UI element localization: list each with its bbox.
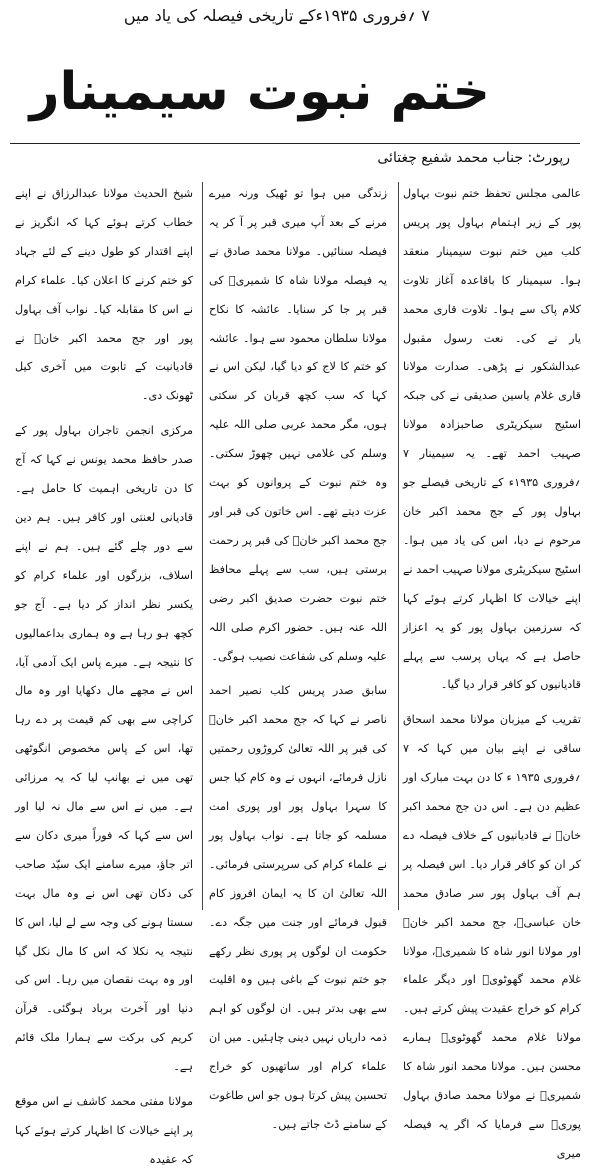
kicker-text: ۷ ؍فروری ۱۹۳۵ءکے تاریخی فیصلہ کی یاد میں — [123, 6, 430, 25]
article-column-1 — [403, 180, 581, 1160]
paragraph: تقریب کے میزبان مولانا محمد اسحاق ساقی نے اپنے بیان میں کہا کہ ۷ ؍فروری ۱۹۳۵ ء کا دن بہت مبارک اور عظیم دن ہے۔ اس دن جج محمد اکبر خانؒ نے قادیانیوں کے خلاف فیصلہ دے کر ان کو کافر قرار دیا۔ اس فیصلہ پر ہم آف بہاول پور سر صادق محمد خان عباسیؒ، جج محمد اکبر خانؒ اور مولانا انور شاہ کا شمیریؒ، مولانا غلام محمد گھوٹویؒ اور دیگر علماء کرام کو خراج عقیدت پیش کرتے ہیں۔ مولانا غلام محمد گھوٹویؒ ہمارے محسن ہیں۔ مولانا محمد انور شاہ کا شمیریؒ نے مولانا محمد صادق بہاول پوریؒ سے فرمایا کہ اگر یہ فیصلہ میری — [403, 713, 581, 1160]
article-column-3 — [15, 180, 193, 1166]
article-column-2 — [209, 180, 387, 1131]
page-title: ختم نبوت سیمینار — [29, 62, 490, 122]
paragraph: عالمی مجلس تحفظ ختم نبوت بہاول پور کے زیر اہتمام بہاول پور پریس کلب میں ختم نبوت سیمینار منعقد ہوا۔ سیمینار کا باقاعدہ آغاز تلاوت کلام پاک سے ہوا۔ تلاوت قاری محمد یار نے کی۔ نعت رسول مقبول عبدالشکور نے پڑھی۔ صدارت مولانا قاری غلام یاسین صدیقی نے کی جبکہ اسٹیج سیکریٹری صاحبزادہ مولانا صہیب احمد تھے۔ یہ سیمینار ۷ ؍فروری ۱۹۳۵ء کے تاریخی فیصلے جو بہاول پور کے جج محمد اکبر خان مرحوم نے دیا، اس کی یاد میں ہوا۔ اسٹیج سیکریٹری مولانا صہیب احمد نے اپنے خیالات کا اظہار کرتے ہوئے کہا کہ سرزمین بہاول پور کو یہ اعزاز حاصل ہے کہ یہاں پرسب سے پہلے قادیانیوں کو کافر قرار دیا گیا۔ — [403, 187, 581, 692]
header-divider — [10, 143, 580, 144]
column-divider — [398, 182, 399, 910]
paragraph: سابق صدر پریس کلب نصیر احمد ناصر نے کہا کہ جج محمد اکبر خانؒ کی قبر پر اللہ تعالیٰ کروڑوں رحمتیں نازل فرمائے، انہوں نے وہ کام کیا جس کا سہرا بہاول پور اور پوری امت مسلمہ کو جاتا ہے۔ نواب بہاول پور نے علماء کرام کی سرپرستی فرمائی۔ اللہ تعالیٰ ان کا یہ ایمان افروز کام قبول فرمائے اور جنت میں جگہ دے۔ حکومت ان لوگوں پر پوری نظر رکھے جو ختم نبوت کے باغی ہیں وہ اقلیت سے بھی بدتر ہیں۔ ان لوگوں کو اہم ذمہ داریاں نہیں دینی چاہئیں۔ میں ان علماء کرام اور ساتھیوں کو خراج تحسین پیش کرتا ہوں جو اس طاغوت کے سامنے ڈٹ جاتے ہیں۔ — [209, 684, 387, 1131]
paragraph: شیخ الحدیث مولانا عبدالرزاق نے اپنے خطاب کرتے ہوئے کہا کہ انگریز نے اپنے اقتدار کو طول دینے کے لئے جہاد کو ختم کرنے کا اعلان کیا۔ علماء کرام نے اس کا مقابلہ کیا۔ نواب آف بہاول پور اور جج محمد اکبر خانؒ نے قادیانیت کے تابوت میں آخری کیل ٹھونک دی۔ — [15, 187, 193, 403]
paragraph: مرکزی انجمن تاجران بہاول پور کے صدر حافظ محمد یونس نے کہا کہ آج کا دن تاریخی اہمیت کا حامل ہے۔ قادیانی لعنتی اور کافر ہیں۔ ہم دین سے دور چلے گئے ہیں۔ ہم نے اپنے اسلاف، بزرگوں اور علماء کرام کو یکسر نظر انداز کر دیا ہے۔ آج جو کچھ ہو رہا ہے وہ ہماری بداعمالیوں کا نتیجہ ہے۔ میرے پاس ایک آدمی آیا، اس نے مجھے مال دکھایا اور وہ مال کراچی سے بھی کم قیمت پر دے رہا تھا، اس کے پاس مخصوص انگوٹھی تھی میں نے بھانپ لیا کہ یہ مرزائی ہے۔ میں نے اس سے مال نہ لیا اور اس سے کہا کہ فوراً میری دکان سے اتر جاؤ، میرے سامنے ایک سیّد صاحب کی دکان تھی اس نے وہ مال بہت سستا ہونے کی وجہ سے لے لیا، اس کا نتیجہ یہ نکلا کہ اس کا مال نکل گیا اور وہ بہت نقصان میں رہا۔ اس کی دنیا اور آخرت برباد ہوگئی۔ قرآن کریم کی برکت سے ہمارا ملک قائم ہے۔ — [15, 424, 193, 1074]
paragraph: زندگی میں ہوا تو ٹھیک ورنہ میرے مرنے کے بعد آپ میری قبر پر آ کر یہ فیصلہ سنائیں۔ مولانا محمد صادق نے یہ فیصلہ مولانا شاہ کا شمیریؒ کی قبر پر جا کر سنایا۔ عائشہ کا نکاح مولانا سلطان محمود سے ہوا۔ عائشہ کو ختم کا لاج کو دیا گیا، لیکن اس نے کہا کہ سب کچھ قربان کر سکتی ہوں، مگر محمد عربی صلی اللہ علیہ وسلم کی غلامی نہیں چھوڑ سکتی۔ وہ ختم نبوت کے پروانوں کو بہت عزت دیتے تھے۔ اس خاتون کی قبر اور جج محمد اکبر خانؒ کی قبر پر رحمت برستی ہیں، سب سے پہلے محافظ ختم نبوت حضرت صدیق اکبر رضی اللہ عنہ ہیں۔ حضور اکرم صلی اللہ علیہ وسلم کی شفاعت نصیب ہوگی۔ — [209, 187, 387, 663]
byline: رپورٹ: جناب محمد شفیع چغتائی — [377, 150, 570, 166]
paragraph: مولانا مفتی محمد کاشف نے اس موقع پر اپنے خیالات کا اظہار کرتے ہوئے کہا کہ عقیدہ — [15, 1095, 193, 1166]
column-divider — [202, 182, 203, 910]
